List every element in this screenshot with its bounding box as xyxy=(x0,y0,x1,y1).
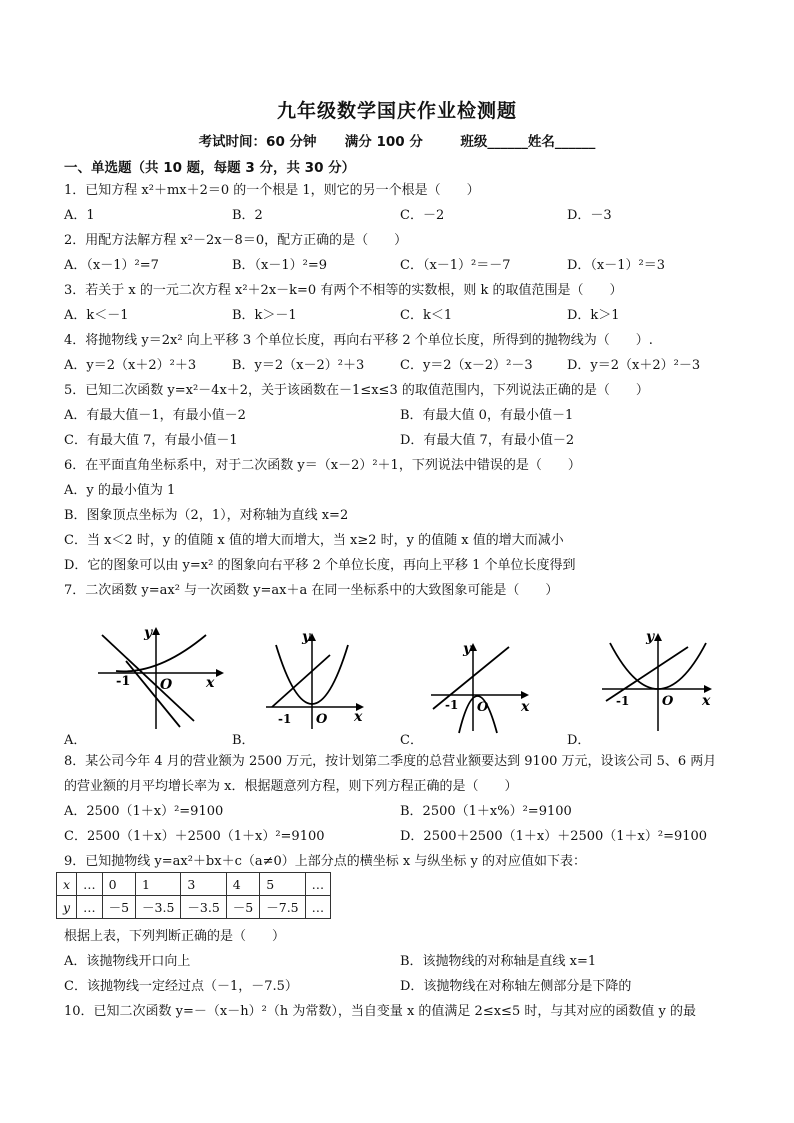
q5-option-b: B．有最大值 0，有最小值－1 xyxy=(400,408,574,423)
q5-option-c: C．有最大值 7，有最小值－1 xyxy=(64,433,238,448)
value-table xyxy=(56,872,331,919)
q3-option-b: B．k＞－1 xyxy=(232,308,297,323)
y-label: y xyxy=(302,629,311,645)
question-2-stem: 2．用配方法解方程 x²－2x－8＝0，配方正确的是（ ） xyxy=(64,233,408,248)
table-cell: 5 xyxy=(260,873,305,896)
graph-b xyxy=(258,625,368,735)
q8-option-b: B．2500（1＋x%）²=9100 xyxy=(400,804,572,819)
q3-option-a: A．k＜－1 xyxy=(64,308,129,323)
x-label: x xyxy=(702,693,711,709)
table-row-y xyxy=(57,896,331,919)
table-cell: y xyxy=(57,896,77,919)
table-cell: －3.5 xyxy=(181,896,226,919)
q5-option-d: D．有最大值 7，有最小值－2 xyxy=(400,433,575,448)
q7-option-d: D． xyxy=(567,733,591,748)
table-cell: 4 xyxy=(226,873,259,896)
q1-option-c: C．－2 xyxy=(400,208,445,223)
table-cell: … xyxy=(305,896,331,919)
q1-option-d: D．－3 xyxy=(567,208,612,223)
q1-option-a: A．1 xyxy=(64,208,95,223)
q2-option-d: D．（x－1）²＝3 xyxy=(567,258,666,273)
y-axis-arrow xyxy=(654,633,662,641)
q4-option-c: C．y＝2（x－2）²－3 xyxy=(400,358,533,373)
graph-a xyxy=(88,625,228,735)
table-cell: －3.5 xyxy=(136,896,181,919)
y-axis-arrow xyxy=(152,627,160,635)
question-8-stem-line2: 的营业额的月平均增长率为 x．根据题意列方程，则下列方程正确的是（ ） xyxy=(64,779,518,794)
q6-option-d: D．它的图象可以由 y=x² 的图象向右平移 2 个单位长度，再向上平移 1 个单位长度得到 xyxy=(64,558,576,573)
x-label: x xyxy=(354,709,363,725)
question-9-stem: 9．已知抛物线 y=ax²＋bx＋c（a≠0）上部分点的横坐标 x 与纵坐标 y 的对应值如下表： xyxy=(64,854,586,869)
q2-option-a: A．（x－1）²=7 xyxy=(64,258,159,273)
question-1-stem: 1．已知方程 x²＋mx＋2＝0 的一个根是 1，则它的另一个根是（ ） xyxy=(64,183,480,198)
q4-option-a: A．y＝2（x＋2）²＋3 xyxy=(64,358,197,373)
exam-info: 考试时间：60 分钟 满分 100 分 班级______姓名______ xyxy=(198,134,596,150)
q7-option-a: A． xyxy=(64,733,87,748)
q7-option-b: B． xyxy=(232,733,255,748)
q9-option-b: B．该抛物线的对称轴是直线 x=1 xyxy=(400,954,597,969)
q6-option-a: A．y 的最小值为 1 xyxy=(64,483,176,498)
y-label: y xyxy=(463,641,472,657)
question-5-stem: 5．已知二次函数 y=x²－4x＋2，关于该函数在－1≤x≤3 的取值范围内，下列说法正确的是（ ） xyxy=(64,383,649,398)
table-cell: 3 xyxy=(181,873,226,896)
table-cell: －7.5 xyxy=(260,896,305,919)
minus-one-label: -1 xyxy=(278,712,292,726)
x-axis-arrow xyxy=(216,669,224,677)
q7-option-c: C． xyxy=(400,733,423,748)
q5-option-a: A．有最大值－1，有最小值－2 xyxy=(64,408,246,423)
q3-option-c: C．k＜1 xyxy=(400,308,453,323)
q6-option-b: B．图象顶点坐标为（2，1），对称轴为直线 x=2 xyxy=(64,508,349,523)
q2-option-b: B．（x－1）²=9 xyxy=(232,258,328,273)
table-cell: … xyxy=(305,873,331,896)
linear-line xyxy=(606,647,688,701)
table-cell: －5 xyxy=(102,896,135,919)
question-8-stem-line1: 8．某公司今年 4 月的营业额为 2500 万元，按计划第二季度的总营业额要达到 9100 万元，设该公司 5、6 两月 xyxy=(64,754,717,769)
question-6-stem: 6．在平面直角坐标系中，对于二次函数 y＝（x－2）²＋1，下列说法中错误的是（ ） xyxy=(64,458,581,473)
question-10-stem: 10．已知二次函数 y=－（x－h）²（h 为常数），当自变量 x 的值满足 2≤x≤5 时，与其对应的函数值 y 的最 xyxy=(64,1004,696,1019)
q8-option-a: A．2500（1＋x）²=9100 xyxy=(64,804,224,819)
y-label: y xyxy=(144,625,153,641)
table-cell: 1 xyxy=(136,873,181,896)
y-label: y xyxy=(646,629,655,645)
q2-option-c: C．（x－1）²＝－7 xyxy=(400,258,511,273)
q4-option-d: D．y＝2（x＋2）²－3 xyxy=(567,358,701,373)
question-7-stem: 7．二次函数 y=ax² 与一次函数 y=ax＋a 在同一坐标系中的大致图象可能是（ ） xyxy=(64,583,559,598)
section-heading: 一、单选题（共 10 题，每题 3 分，共 30 分） xyxy=(64,160,356,176)
q3-option-d: D．k＞1 xyxy=(567,308,620,323)
x-axis-arrow xyxy=(521,691,529,699)
linear-line xyxy=(126,661,180,727)
q8-option-d: D．2500＋2500（1＋x）＋2500（1＋x）²=9100 xyxy=(400,829,708,844)
origin-label: O xyxy=(477,700,489,715)
q8-option-c: C．2500（1＋x）＋2500（1＋x）²=9100 xyxy=(64,829,325,844)
question-4-stem: 4．将抛物线 y＝2x² 向上平移 3 个单位长度，再向右平移 2 个单位长度，所得到的抛物线为（ ）. xyxy=(64,333,653,348)
table-cell: 0 xyxy=(102,873,135,896)
table-cell: … xyxy=(77,896,103,919)
q4-option-b: B．y＝2（x－2）²＋3 xyxy=(232,358,365,373)
table-cell: … xyxy=(77,873,103,896)
origin-label: O xyxy=(316,712,328,727)
x-axis-arrow xyxy=(704,685,712,693)
page-title: 九年级数学国庆作业检测题 xyxy=(276,100,517,122)
table-cell: －5 xyxy=(226,896,259,919)
minus-one-label: -1 xyxy=(445,698,459,712)
graph-d xyxy=(596,625,721,735)
x-label: x xyxy=(206,675,215,691)
q1-option-b: B．2 xyxy=(232,208,263,223)
origin-label: O xyxy=(662,694,674,709)
table-row-x xyxy=(57,873,331,896)
minus-one-label: -1 xyxy=(116,674,131,689)
question-9-prompt: 根据上表，下列判断正确的是（ ） xyxy=(64,929,286,944)
q9-option-d: D．该抛物线在对称轴左侧部分是下降的 xyxy=(400,979,632,994)
q9-option-a: A．该抛物线开口向上 xyxy=(64,954,191,969)
q6-option-c: C．当 x＜2 时，y 的值随 x 值的增大而增大，当 x≥2 时，y 的值随 x 值的增大而减小 xyxy=(64,533,564,548)
question-3-stem: 3．若关于 x 的一元二次方程 x²＋2x－k=0 有两个不相等的实数根，则 k 的取值范围是（ ） xyxy=(64,283,623,298)
graph-c xyxy=(425,625,535,735)
origin-label: O xyxy=(160,677,173,693)
x-label: x xyxy=(521,699,530,715)
q9-option-c: C．该抛物线一定经过点（－1，－7.5） xyxy=(64,979,298,994)
minus-one-label: -1 xyxy=(616,694,630,708)
table-cell: x xyxy=(57,873,77,896)
